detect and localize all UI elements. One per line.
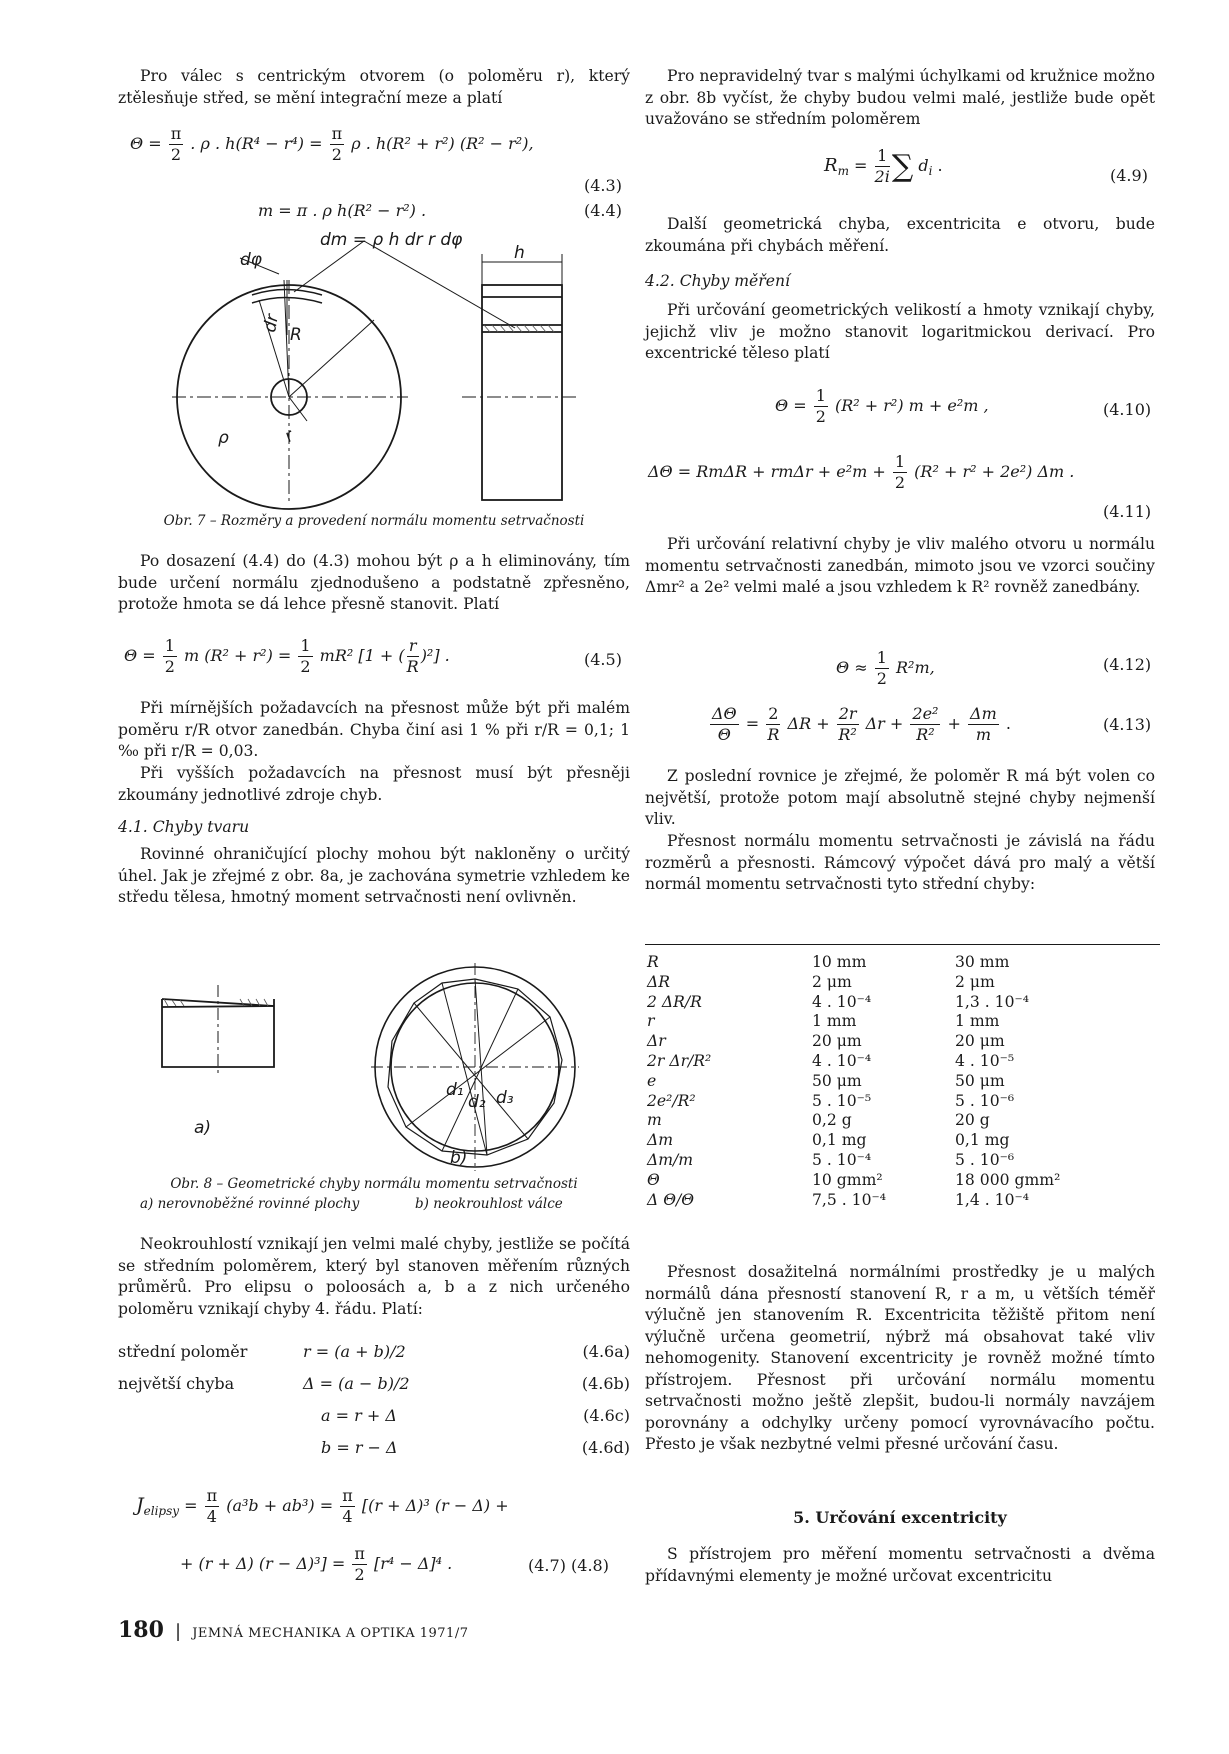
- table-cell-large-normal: 1,4 . 10⁻⁴: [955, 1190, 1029, 1209]
- table-row: [647, 1012, 1105, 1032]
- section-4-1-heading: 4.1. Chyby tvaru: [118, 818, 250, 836]
- equation-4-6d: b = r − Δ (4.6d): [321, 1438, 630, 1457]
- table-cell-small-normal: 0,1 mg: [812, 1131, 867, 1150]
- error-table: [647, 953, 1105, 1210]
- table-row: [647, 953, 1105, 973]
- table-cell-quantity: Δ Θ/Θ: [647, 1190, 695, 1209]
- table-row: [647, 1171, 1105, 1191]
- fig8-label-b: b): [450, 1148, 468, 1168]
- table-row: [647, 1131, 1105, 1151]
- table-row: [647, 1072, 1105, 1092]
- table-row: [647, 1092, 1105, 1112]
- table-row: [647, 1151, 1105, 1171]
- table-cell-large-normal: 0,1 mg: [955, 1131, 1010, 1150]
- table-cell-small-normal: 0,2 g: [812, 1111, 852, 1130]
- paragraph-accuracy: Přesnost normálu momentu setrvačnosti je závislá na řádu rozměrů a přesnosti. Rámcový výpočet dává pro malý a větší normál momentu setrvačnosti tyto střední chyby:: [645, 832, 1155, 893]
- paragraph-planes: Rovinné ohraničující plochy mohou být nakloněny o určitý úhel. Jak je zřejmé z obr. 8a, je zachována symetrie vzhledem ke středu tělesa, hmotný moment setrvačnosti není ovlivněn.: [118, 845, 630, 906]
- equation-4-7-4-8-number: (4.7) (4.8): [528, 1556, 609, 1575]
- table-cell-quantity: Δm: [647, 1131, 674, 1150]
- paragraph-eccentricity-intro: S přístrojem pro měření momentu setrvačnosti a dvěma přídavnými elementy je možné určovat excentricitu: [645, 1545, 1155, 1585]
- table-cell-large-normal: 2 μm: [955, 972, 995, 991]
- section-5-heading: 5. Určování excentricity: [793, 1508, 1007, 1527]
- fig8-label-a: a): [194, 1118, 212, 1138]
- table-cell-small-normal: 1 mm: [812, 1012, 857, 1031]
- table-cell-large-normal: 4 . 10⁻⁵: [955, 1051, 1015, 1070]
- equation-4-10-number: (4.10): [1103, 400, 1152, 419]
- equations-4-6: [118, 1342, 630, 1470]
- fig7-label-rho: ρ: [218, 428, 229, 448]
- equation-4-9-number: (4.9): [1110, 166, 1148, 185]
- paragraph-conclusion-radius: Z poslední rovnice je zřejmé, že poloměr R má být volen co největší, protože potom mají absolutně stejné chyby nejmenší vliv.: [645, 767, 1155, 828]
- table-cell-large-normal: 30 mm: [955, 953, 1010, 971]
- paragraph-ellipse: Neokrouhlostí vznikají jen velmi malé chyby, jestliže se počítá se středním poloměrem, který byl stanoven měřením různých průměrů. Pro elipsu o poloosách a, b a z nich určeného poloměru vznikají chyby 4. řádu. Platí:: [118, 1235, 630, 1318]
- paragraph-relative-error: Při určování relativní chyby je vliv malého otvoru u normálu momentu setrvačnosti zanedbán, mimoto jsou ve vzorci součiny Δmr² a 2e² velmi malé a jsou vzhledem k R² rovněž zanedbány.: [645, 535, 1155, 596]
- table-cell-quantity: Δm/m: [647, 1150, 694, 1169]
- fig8-label-d1: d₁: [446, 1080, 464, 1100]
- equation-4-6b: největší chyba Δ = (a − b)/2 (4.6b): [118, 1374, 630, 1393]
- equation-4-12: Θ ≈ $\frac{1}{2}$ R²m,: [836, 648, 935, 688]
- table-row: [647, 973, 1105, 993]
- section-4-2-heading: 4.2. Chyby měření: [645, 272, 790, 290]
- paragraph-measurement-errors: Při určování geometrických velikostí a hmoty vznikají chyby, jejichž vliv je možno stanovit logaritmickou derivací. Pro excentrické těleso platí: [645, 301, 1155, 362]
- table-cell-large-normal: 18 000 gmm²: [955, 1170, 1061, 1189]
- equation-4-5: Θ = $\frac{1}{2}$ m (R² + r²) = $\frac{1}{2}$ mR² [1 + ( $\frac{r}{R}$ )²] .: [124, 636, 450, 676]
- figure-8-caption-a: a) nerovnoběžné rovinné plochy: [140, 1196, 360, 1212]
- equation-4-11-number: (4.11): [1103, 502, 1152, 521]
- table-cell-quantity: R: [647, 953, 659, 971]
- table-cell-quantity: m: [647, 1111, 662, 1130]
- table-cell-small-normal: 4 . 10⁻⁴: [812, 992, 872, 1011]
- table-cell-small-normal: 7,5 . 10⁻⁴: [812, 1190, 886, 1209]
- intro-paragraph: Pro válec s centrickým otvorem (o poloměru r), který ztělesňuje střed, se mění integrační meze a platí: [118, 67, 630, 107]
- paragraph-substitution: Po dosazení (4.4) do (4.3) mohou být ρ a h eliminovány, tím bude určení normálu zjednodušeno a podstatně zpřesněno, protože hmota se dá lehce přesně stanovit. Platí: [118, 552, 630, 613]
- fig7-label-dm: dm = ρ h dr r dφ: [320, 230, 463, 250]
- table-cell-large-normal: 20 g: [955, 1111, 990, 1130]
- fig8-label-d3: d₃: [496, 1088, 514, 1108]
- table-row: [647, 1191, 1105, 1211]
- journal-title: JEMNÁ MECHANIKA A OPTIKA 1971/7: [192, 1626, 469, 1641]
- table-cell-quantity: 2e²/R²: [647, 1091, 696, 1110]
- paragraph-irregular-shape: Pro nepravidelný tvar s malými úchylkami od kružnice možno z obr. 8b vyčíst, že chyby budou velmi malé, jestliže bude opět uvažováno se středním poloměrem: [645, 67, 1155, 128]
- fig8-label-d2: d₂: [468, 1092, 486, 1112]
- footer-separator: |: [175, 1621, 182, 1642]
- table-cell-large-normal: 1,3 . 10⁻⁴: [955, 992, 1029, 1011]
- equation-4-11: ΔΘ = RmΔR + rmΔr + e²m + $\frac{1}{2}$ (R² + r² + 2e²) Δm .: [648, 452, 1075, 492]
- fig7-label-R: R: [290, 325, 302, 345]
- equation-4-6c: a = r + Δ (4.6c): [321, 1406, 630, 1425]
- table-row: [647, 993, 1105, 1013]
- table-cell-quantity: 2 ΔR/R: [647, 992, 702, 1011]
- equation-4-13: $\frac{\Delta\Theta}{\Theta}$ = $\frac{2}{R}$ ΔR + $\frac{2r}{\text{R²}}$ Δr + $\frac{\text{2e²}}{\text{R²}}$ + $\frac{\Delta m}{m}$ .: [712, 704, 1011, 744]
- table-cell-quantity: Δr: [647, 1032, 666, 1051]
- equation-4-6a: střední poloměr r = (a + b)/2 (4.6a): [118, 1342, 630, 1361]
- table-cell-large-normal: 5 . 10⁻⁶: [955, 1150, 1015, 1169]
- table-cell-small-normal: 50 μm: [812, 1071, 862, 1090]
- equation-4-10: Θ = $\frac{1}{2}$ (R² + r²) m + e²m ,: [775, 386, 989, 426]
- table-cell-large-normal: 1 mm: [955, 1012, 1000, 1031]
- figure-7-caption: Obr. 7 – Rozměry a provedení normálu momentu setrvačnosti: [163, 513, 585, 529]
- fig7-label-dphi: dφ: [240, 250, 263, 270]
- table-cell-large-normal: 20 μm: [955, 1032, 1005, 1051]
- fig7-label-dr: dr: [260, 312, 283, 334]
- table-cell-small-normal: 10 mm: [812, 953, 867, 971]
- table-cell-large-normal: 50 μm: [955, 1071, 1005, 1090]
- fig7-label-h: h: [514, 243, 525, 263]
- paragraph-higher-demands: Při vyšších požadavcích na přesnost musí být přesněji zkoumány jednotlivé zdroje chyb.: [118, 764, 630, 804]
- table-cell-quantity: ΔR: [647, 972, 671, 991]
- equation-4-4-number: (4.4): [584, 201, 622, 220]
- table-cell-small-normal: 20 μm: [812, 1032, 862, 1051]
- page-number: 180: [118, 1617, 164, 1643]
- equation-4-5-number: (4.5): [584, 650, 622, 669]
- table-cell-quantity: Θ: [647, 1170, 660, 1189]
- figure-7-cylinder-drawing: [160, 230, 600, 510]
- paragraph-eccentricity: Další geometrická chyba, excentricita e otvoru, bude zkoumána při chybách měření.: [645, 215, 1155, 255]
- equation-4-9: $R_m$ = $\frac{1}{2i}$ ∑ $d_i$ .: [824, 146, 943, 186]
- figure-8-drawings: [150, 955, 620, 1168]
- paragraph-attainable-accuracy: Přesnost dosažitelná normálními prostředky je u malých normálů dána přesností stanovení R, r a m, u větších téměř výlučně jen stanovením R. Excentricita těžiště přitom není výlučně určena geometrií, nýbrž má obsahovat také vliv nehomogenity. Stanovení excentricity je rovněž možné tímto přístrojem. Přesnost při určování normálu momentu setrvačnosti možno ještě zlepšit, budou-li normály navzájem porovnány a odchylky určeny pomocí vyrovnávacího počtu. Přesto je však nezbytné velmi přesné určování času.: [645, 1263, 1155, 1453]
- equation-4-8: + (r + Δ) (r − Δ)³] = $\frac{\pi}{2}$ [r⁴ − Δ]⁴ .: [180, 1544, 453, 1584]
- table-cell-small-normal: 5 . 10⁻⁵: [812, 1091, 872, 1110]
- figure-8-caption: Obr. 8 – Geometrické chyby normálu momentu setrvačnosti: [170, 1176, 578, 1192]
- table-cell-quantity: r: [647, 1012, 655, 1031]
- table-row: [647, 1111, 1105, 1131]
- equation-4-3: Θ = $\frac{\pi}{2}$ . ρ . h(R⁴ − r⁴) = $\frac{\pi}{2}$ ρ . h(R² + r²) (R² − r²),: [130, 124, 534, 164]
- table-cell-small-normal: 5 . 10⁻⁴: [812, 1150, 872, 1169]
- table-cell-quantity: 2r Δr/R²: [647, 1051, 712, 1070]
- page-footer: [118, 1617, 468, 1643]
- figure-8-caption-b: b) neokrouhlost válce: [415, 1196, 563, 1212]
- equation-4-4: m = π . ρ h(R² − r²) .: [258, 201, 427, 220]
- table-row: [647, 1052, 1105, 1072]
- table-cell-large-normal: 5 . 10⁻⁶: [955, 1091, 1015, 1110]
- fig7-label-r: r: [281, 425, 298, 447]
- table-cell-quantity: e: [647, 1071, 657, 1090]
- table-cell-small-normal: 4 . 10⁻⁴: [812, 1051, 872, 1070]
- equation-4-12-number: (4.12): [1103, 655, 1152, 674]
- equation-4-3-number: (4.3): [584, 176, 622, 195]
- paragraph-tolerance: Při mírnějších požadavcích na přesnost může být při malém poměru r/R otvor zanedbán. Chyba činí asi 1 % při r/R = 0,1; 1 ‰ při r/R = 0,03.: [118, 699, 630, 760]
- table-row: [647, 1032, 1105, 1052]
- table-top-rule: [645, 944, 1160, 945]
- equation-4-13-number: (4.13): [1103, 715, 1152, 734]
- table-cell-small-normal: 2 μm: [812, 972, 852, 991]
- equation-4-7: $J_{elipsy}$ = $\frac{\pi}{4}$ (a³b + ab³) = $\frac{\pi}{4}$ [(r + Δ)³ (r − Δ) +: [136, 1486, 509, 1526]
- table-cell-small-normal: 10 gmm²: [812, 1170, 883, 1189]
